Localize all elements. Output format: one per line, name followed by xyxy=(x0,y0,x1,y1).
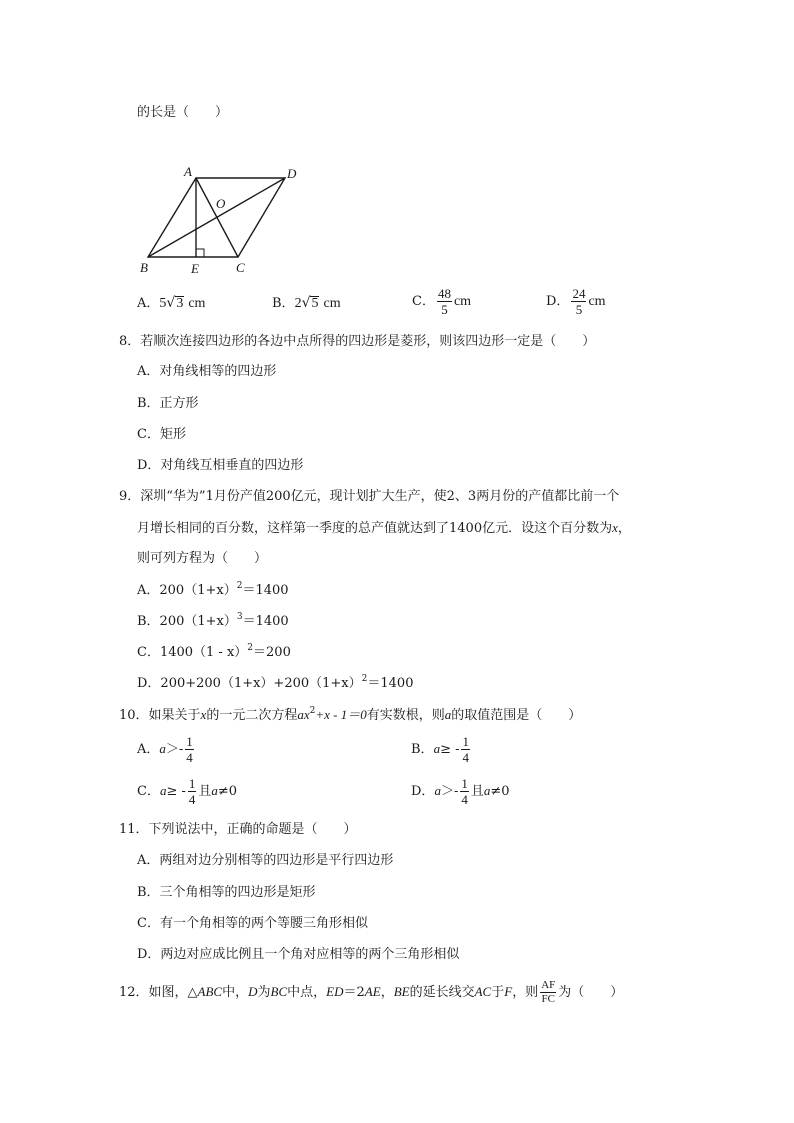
label-c: C xyxy=(236,260,245,275)
prev-stem-tail: 的长是（ ） xyxy=(137,105,229,120)
q8-option-c: C．矩形 xyxy=(137,427,186,442)
prev-option-b: B．2√5 cm xyxy=(272,295,341,311)
q10-option-b: B．a≥ - $\frac{1}{4}$ xyxy=(411,734,469,765)
q9-option-d: D．$200+200(1+x)+200(1+x)^2=1400$ xyxy=(137,674,414,691)
q9-option-c: C．1400（1 - x）$^2$＝200 xyxy=(137,643,291,660)
q9-option-a: A．$200(1+x)^2=1400$ xyxy=(137,581,289,598)
label-o: O xyxy=(216,196,226,211)
q11-option-d: D．两边对应成比例且一个角对应相等的两个三角形相似 xyxy=(137,947,460,962)
diagonal-bd xyxy=(148,178,285,257)
q11-option-c: C．有一个角相等的两个等腰三角形相似 xyxy=(137,916,368,931)
q12-stem: 12．如图，△ABC中，D为BC中点，ED＝2AE，BE的延长线交AC于F，则 $\frac{AF}{FC}$ 为（ ） xyxy=(119,979,624,1005)
label-e: E xyxy=(191,261,199,276)
prev-option-a: A．5√3 cm xyxy=(137,295,206,311)
q8-option-b: B．正方形 xyxy=(137,396,199,411)
q11-stem: 11．下列说法中，正确的命题是（ ） xyxy=(119,822,357,837)
q9-stem-line1: 9．深圳“华为”1月份产值200亿元，现计划扩大生产，使2、3两月份的产值都比前一个 xyxy=(119,489,620,504)
q8-stem: 8．若顺次连接四边形的各边中点所得的四边形是菱形，则该四边形一定是（ ） xyxy=(119,334,596,349)
q9-stem-line2: 月增长相同的百分数，这样第一季度的总产值就达到了1400亿元．设这个百分数为x， xyxy=(137,520,631,536)
prev-option-c: C． $\frac{48}{5}$ cm xyxy=(412,286,472,317)
label-a: A xyxy=(184,164,192,179)
q9-stem-line3: 则可列方程为（ ） xyxy=(137,551,268,566)
label-b: B xyxy=(140,260,148,275)
q10-option-d: D．a＞- $\frac{1}{4}$ 且a≠0 xyxy=(411,776,510,807)
q9-option-b: B．$200(1+x)^3=1400$ xyxy=(137,612,289,629)
prev-option-d: D． $\frac{24}{5}$ cm xyxy=(546,286,606,317)
parallelogram-diagram xyxy=(140,160,310,280)
q8-option-d: D．对角线互相垂直的四边形 xyxy=(137,458,304,473)
label-d: D xyxy=(287,166,297,181)
q11-option-b: B．三个角相等的四边形是矩形 xyxy=(137,885,316,900)
right-angle-mark xyxy=(196,249,204,257)
q10-option-a: A．a＞- $\frac{1}{4}$ xyxy=(137,734,193,765)
q8-option-a: A．对角线相等的四边形 xyxy=(137,364,277,379)
q10-stem: 10．如果关于x的一元二次方程$ax^2+x - 1=0$有实数根，则a的取值范围是（ ） xyxy=(119,706,582,723)
q10-option-c: C．a≥ - $\frac{1}{4}$ 且a≠0 xyxy=(137,776,238,807)
q11-option-a: A．两组对边分别相等的四边形是平行四边形 xyxy=(137,853,394,868)
